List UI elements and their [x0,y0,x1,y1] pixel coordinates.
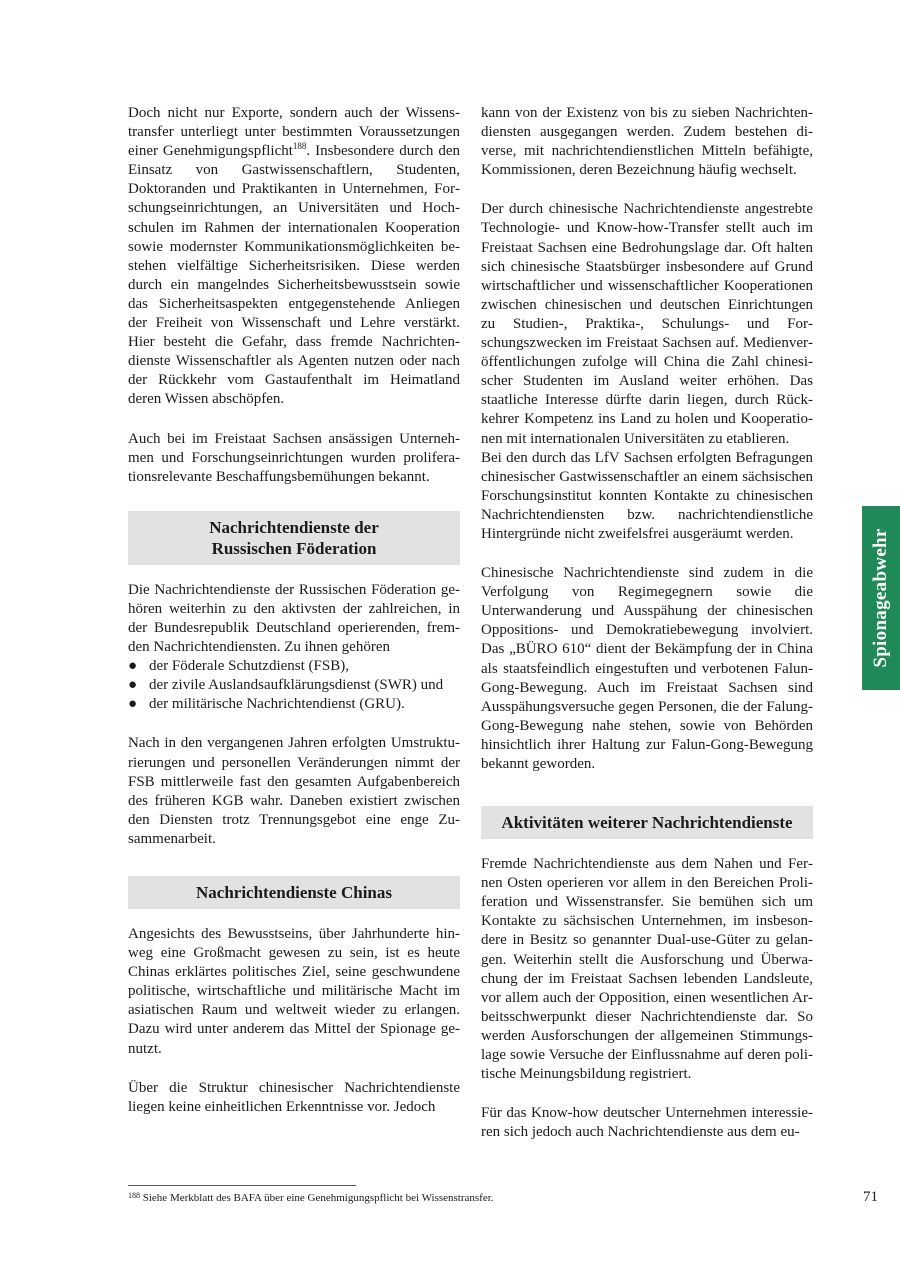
chapter-side-tab [862,506,900,690]
footnote-divider [128,1185,356,1186]
right-column [481,104,813,1162]
list-item: ● der zivile Auslandsaufklärungsdienst (SWR) und [128,676,460,695]
paragraph-china-structure: Über die Struktur chinesischer Nachrichtendienste liegen keine einheitlichen Erkenntnisse vor. Jedoch [128,1079,460,1115]
section-heading-further-services: Aktivitäten weiterer Nachrichtendienste [481,806,813,839]
services-bullet-list [128,657,460,714]
paragraph-knowledge-transfer: Doch nicht nur Exporte, sondern auch der Wissenstransfer unterliegt unter bestimmten Voraussetzungen einer Genehmigungspflicht$^{188}$. Insbesondere durch den Einsatz von Gastwissenschaftlern, Studenten, Doktoranden und Praktikanten in Unternehmen, Forschungseinrichtungen, an Universitäten und Hochschulen im Rahmen der internationalen Kooperation sowie modernster Kommunikationsmöglichkeiten bestehen vielfältige Sicherheitsrisiken. Diese werden durch ein mangelndes Sicherheitsbewusstsein sowie das Sicherheitsaspekten entgegenstehende Anliegen der Freiheit von Wissenschaft und Lehre verstärkt. Hier besteht die Gefahr, dass fremde Nachrichtendienste Wissenschaftler als Agenten nutzen oder nach der Rückkehr vom Gastaufenthalt im Heimatland deren Wissen abschöpfen. [128,105,460,408]
paragraph-fsb: Nach in den vergangenen Jahren erfolgten Umstrukturierungen und personellen Veränderungen nimmt der FSB mittlerweile fast den gesamten Aufgabenbereich des früheren KGB wahr. Daneben existiert zwischen den Diensten trotz Trennungsgebot eine enge Zusammenarbeit. [128,735,460,847]
bullet-icon: ● [128,658,138,675]
paragraph-know-how: Für das Know-how deutscher Unternehmen interessieren sich jedoch auch Nachrichtendienste aus dem eu- [481,1105,813,1141]
footnote-text: Siehe Merkblatt des BAFA über eine Genehmigungspflicht bei Wissenstransfer. [140,1192,494,1204]
footnote-reference[interactable]: 188 [292,141,307,152]
paragraph-china-intro: Angesichts des Bewusstseins, über Jahrhunderte hinweg eine Großmacht gewesen zu sein, ist es heute Chinas erklärtes politisches Ziel, seine geschwundene politische, wirtschaftliche und militärische Macht im asiatischen Raum und weltweit wieder zu erlangen. Dazu wird unter anderem das Mittel der Spionage genutzt. [128,926,460,1057]
paragraph-proliferation: Auch bei im Freistaat Sachsen ansässigen Unternehmen und Forschungseinrichtungen wurden proliferationsrelevante Beschaffungsbemühungen bekannt. [128,430,460,485]
left-column [128,104,460,1137]
page-number: 71 [863,1189,878,1205]
section-heading-russia-line1: Nachrichtendienste der [209,517,379,537]
section-heading-china: Nachrichtendienste Chinas [128,876,460,909]
footnote [128,1191,494,1205]
paragraph-russia-intro: Die Nachrichtendienste der Russischen Föderation gehören weiterhin zu den aktivsten der zahlreichen, in der Bundesrepublik Deutschland operierenden, fremden Nachrichtendiensten. Zu ihnen gehören [128,581,460,656]
footnote-number: 188 [128,1191,140,1200]
section-heading-russia [128,511,460,565]
paragraph-middle-far-east: Fremde Nachrichtendienste aus dem Nahen und Fernen Osten operieren vor allem in den Bereichen Proliferation und Wissenstransfer. Sie bemühen sich um Kontakte zu sächsischen Unternehmen, im insbesondere in Besitz so genannter Dual-use-Güter zu gelangen. Weiterhin stellt die Ausforschung und Überwachung der im Freistaat Sachsen lebenden Landsleute, vor allem auch der Opposition, einen wesentlichen Arbeitsschwerpunkt dieser Nachrichtendienste dar. So werden Ausforschungen der allgemeinen Stimmungslage sowie Versuche der Einflussnahme auf deren politische Meinungsbildung registriert. [481,856,813,1083]
section-heading-russia-line2: Russischen Föderation [211,538,377,558]
bullet-icon: ● [128,696,138,713]
paragraph-regime-opponents: Chinesische Nachrichtendienste sind zudem in die Verfolgung von Regimegegnern sowie die Unterwanderung und Ausspähung der chinesischen Oppositions- und Demokratiebewegung involviert. Das „BÜRO 610“ dient der Bekämpfung der in China als staatsfeindlich eingestuften und verbotenen Falun-Gong-Bewegung. Auch im Freistaat Sachsen sind Ausspähungsversuche gegen Personen, die der Falung-Gong-Bewegung nahe stehen, sowie von Behörden hinsichtlich ihrer Haltung zur Falun-Gong-Bewegung bekannt geworden. [481,565,813,772]
paragraph-lfv-survey: Bei den durch das LfV Sachsen erfolgten Befragungen chinesischer Gastwissenschaftler an einem sächsischen Forschungsinstitut konnten Kontakte zu chinesischen Nachrichtendiensten bzw. nachrichtendienstliche Hintergründe nicht zweifelsfrei ausgeräumt werden. [481,449,813,542]
bullet-icon: ● [128,677,138,694]
paragraph-technology-transfer: Der durch chinesische Nachrichtendienste angestrebte Technologie- und Know-how-Transfer stellt auch im Freistaat Sachsen eine Bedrohungslage dar. Oft halten sich chinesische Staatsbürger insbesondere auf Grund wirtschaftlicher und wissenschaftlicher Kooperationen zwischen chinesischen und deutschen Einrichtungen zu Studien-, Praktika-, Schulungs- und Forschungszwecken im Freistaat Sachsen auf. Medienveröffentlichungen zufolge will China die Zahl chinesischer Studenten im Ausland weiter erhöhen. Das staatliche Interesse dürfte darin liegen, durch Rückkehrer Kompetenz ins Land zu holen und Kooperationen mit internationalen Universitäten zu etablieren. [481,201,813,447]
chapter-side-tab-label: Spionageabwehr [870,528,891,668]
list-item: ● der militärische Nachrichtendienst (GRU). [128,695,460,714]
list-item: ● der Föderale Schutzdienst (FSB), [128,657,460,676]
paragraph-china-services-count: kann von der Existenz von bis zu sieben Nachrichtendiensten ausgegangen werden. Zudem bestehen diverse, mit nachrichtendienstlichen Mitteln befähigte, Kommissionen, deren Bezeichnung häufig wechselt. [481,105,813,179]
